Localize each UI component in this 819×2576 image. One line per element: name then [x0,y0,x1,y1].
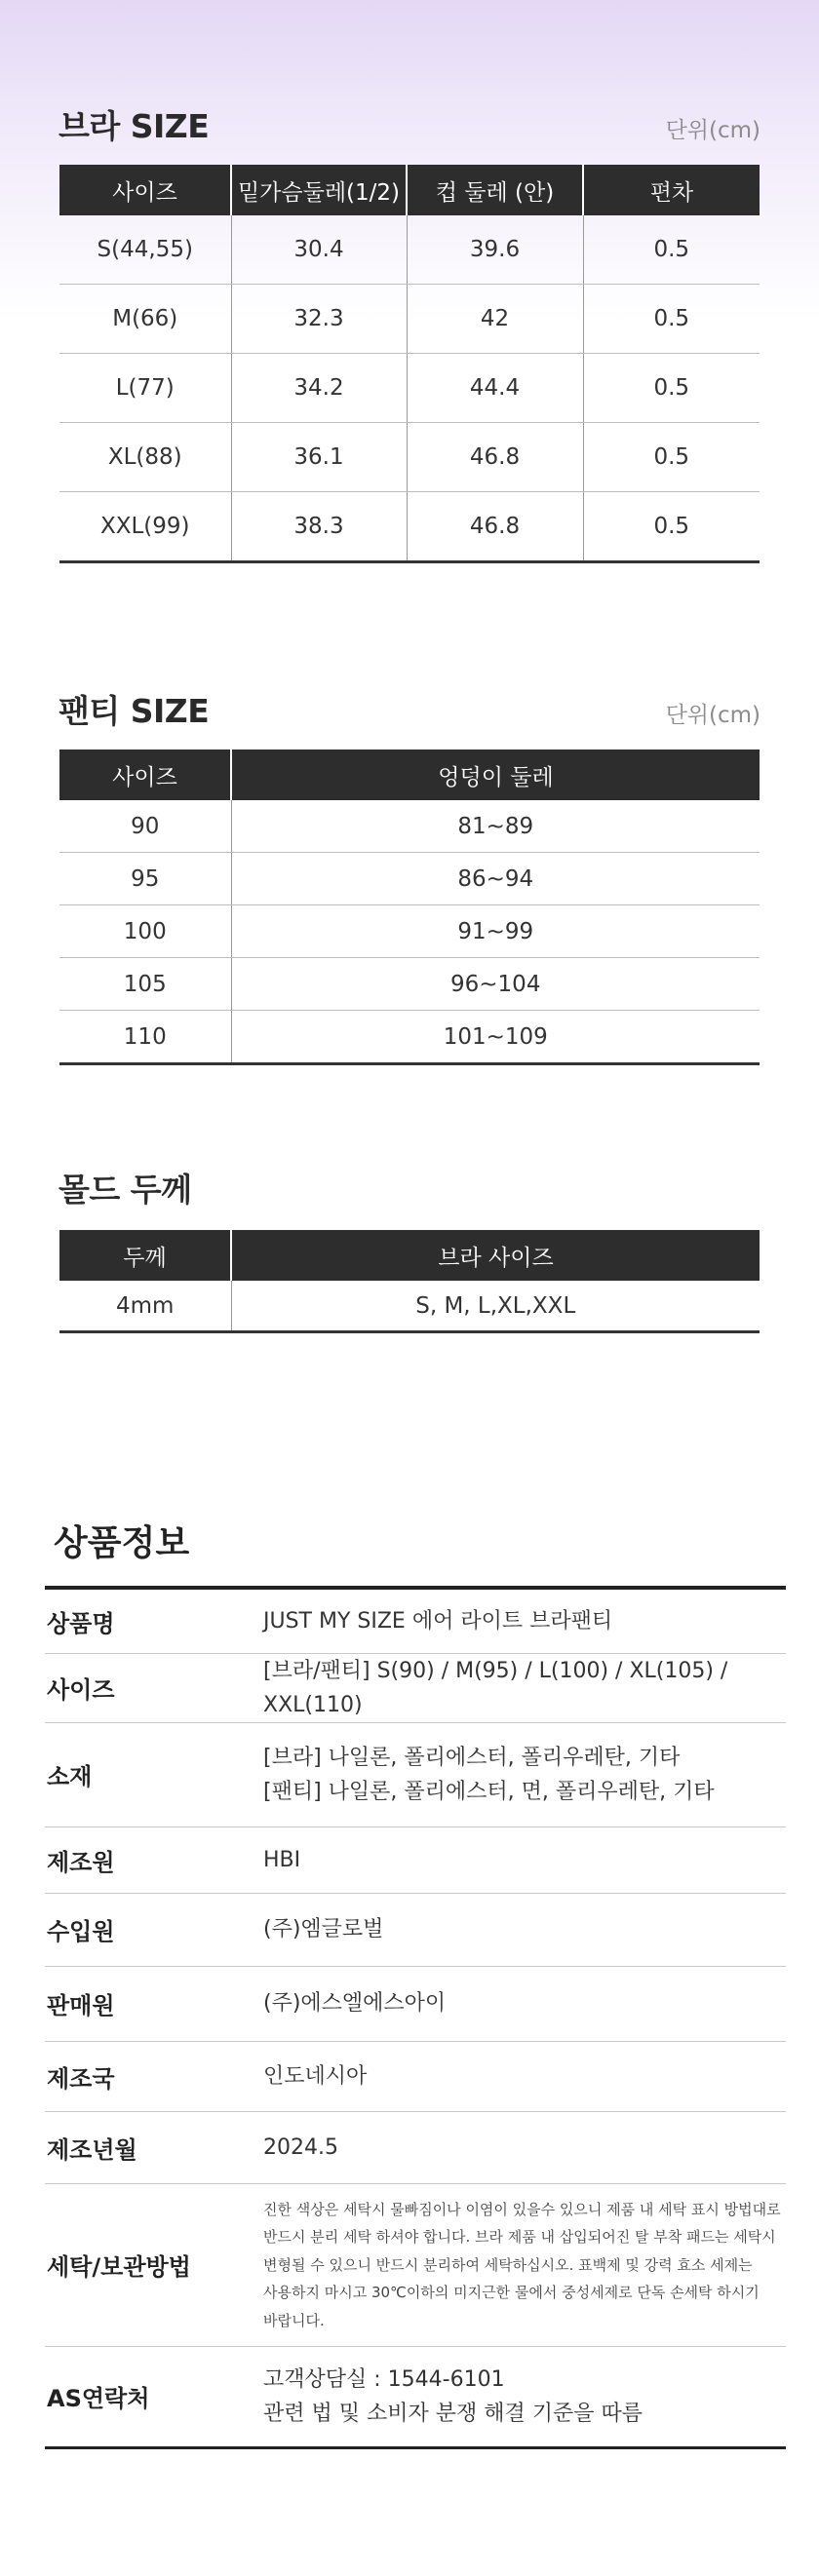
info-value-line: [팬티] 나일론, 폴리에스터, 면, 폴리우레탄, 기타 [263,1779,715,1804]
info-label: 제조년월 [45,2111,263,2183]
bra-cell-deviation: 0.5 [583,285,760,354]
info-value [263,2041,786,2111]
bra-cell-deviation: 0.5 [583,492,760,562]
bra-cell-size: S(44,55) [59,215,231,285]
info-value [263,1653,786,1722]
info-value-line: 사용하지 마시고 30℃이하의 미지근한 물에서 중성세제로 단독 손세탁 하시기 [263,2284,760,2302]
info-row-material [45,1722,786,1826]
mold-cell-thickness: 4mm [59,1281,231,1332]
bra-cell-cup: 39.6 [407,215,583,285]
info-value-line: 진한 색상은 세탁시 물빠짐이나 이염이 있을수 있으니 제품 내 세탁 표시 방법대로 [263,2200,781,2218]
bra-size-title: 브라 SIZE [58,107,210,145]
panty-cell-size: 110 [59,1011,231,1064]
info-value [263,1588,786,1653]
info-row-country [45,2041,786,2111]
info-value [263,2346,786,2447]
info-row-manufacturer [45,1826,786,1893]
panty-cell-size: 95 [59,853,231,905]
panty-header-hip: 엉덩이 둘레 [231,750,760,800]
bra-cell-underbust: 32.3 [231,285,407,354]
bra-cell-size: XXL(99) [59,492,231,562]
bra-cell-cup: 46.8 [407,423,583,492]
table-row [59,354,760,423]
mold-header-row [59,1230,760,1281]
bra-cell-underbust: 30.4 [231,215,407,285]
table-row [59,423,760,492]
bra-unit-label: 단위(cm) [665,118,760,143]
product-info-title: 상품정보 [54,1523,190,1563]
info-value [263,1722,786,1826]
bra-cell-underbust: 38.3 [231,492,407,562]
info-value-line: (주)에스엘에스아이 [263,1991,447,2017]
info-row-importer [45,1893,786,1966]
info-label: AS연락처 [45,2346,263,2447]
info-row-product-name [45,1588,786,1653]
mold-header-thickness: 두께 [59,1230,231,1281]
info-label: 제조원 [45,1826,263,1893]
info-row-size [45,1653,786,1722]
info-value-line: 2024.5 [263,2134,338,2160]
table-row [59,1281,760,1332]
panty-cell-size: 100 [59,905,231,958]
table-row [59,800,760,853]
table-row [59,853,760,905]
bra-header-size: 사이즈 [59,165,231,215]
info-row-manufacture-date [45,2111,786,2183]
info-value-line: 고객상담실 : 1544-6101 [263,2366,505,2392]
bra-cell-deviation: 0.5 [583,354,760,423]
info-label: 세탁/보관방법 [45,2183,263,2346]
info-value-line: HBI [263,1847,301,1872]
info-value-line: [브라/팬티] S(90) / M(95) / L(100) / XL(105) / XXL(110) [263,1658,728,1717]
table-row [59,958,760,1011]
bra-cell-size: M(66) [59,285,231,354]
bra-cell-size: L(77) [59,354,231,423]
panty-cell-hip: 91~99 [231,905,760,958]
table-row [59,285,760,354]
table-row [59,492,760,562]
info-value-line: 변형될 수 있으니 반드시 분리하여 세탁하십시오. 표백제 및 강력 효소 세제는 [263,2255,753,2274]
mold-thickness-table [59,1230,760,1333]
info-value-line: (주)엠글로벌 [263,1917,384,1942]
info-label: 수입원 [45,1893,263,1966]
info-label: 사이즈 [45,1653,263,1722]
bra-header-underbust: 밑가슴둘레(1/2) [231,165,407,215]
bra-header-deviation: 편차 [583,165,760,215]
info-value-line: JUST MY SIZE 에어 라이트 브라팬티 [263,1608,613,1634]
bra-cell-deviation: 0.5 [583,423,760,492]
info-value-line: 반드시 분리 세탁 하셔야 합니다. 브라 제품 내 삽입되어진 탈 부착 패드는 세탁시 [263,2228,776,2247]
panty-cell-hip: 101~109 [231,1011,760,1064]
info-value [263,2111,786,2183]
info-value [263,2183,786,2346]
info-row-care [45,2183,786,2346]
panty-cell-hip: 96~104 [231,958,760,1011]
info-label: 제조국 [45,2041,263,2111]
bra-cell-underbust: 34.2 [231,354,407,423]
info-value [263,1826,786,1893]
panty-unit-label: 단위(cm) [665,703,760,728]
panty-cell-size: 90 [59,800,231,853]
info-value [263,1893,786,1966]
panty-size-table [59,750,760,1065]
bra-cell-underbust: 36.1 [231,423,407,492]
bra-cell-cup: 44.4 [407,354,583,423]
panty-header-row [59,750,760,800]
bra-cell-cup: 46.8 [407,492,583,562]
info-value [263,1966,786,2041]
bra-header-cup: 컵 둘레 (안) [407,165,583,215]
info-label: 소재 [45,1722,263,1826]
table-row [59,905,760,958]
mold-header-bra-size: 브라 사이즈 [231,1230,760,1281]
info-row-seller [45,1966,786,2041]
panty-size-title: 팬티 SIZE [58,692,210,730]
product-info-table [45,1586,786,2449]
info-label: 판매원 [45,1966,263,2041]
info-value-line: 인도네시아 [263,2063,368,2089]
bra-size-table [59,165,760,563]
bra-header-row [59,165,760,215]
panty-cell-hip: 86~94 [231,853,760,905]
panty-cell-hip: 81~89 [231,800,760,853]
mold-thickness-title: 몰드 두께 [58,1171,192,1209]
info-value-line: 바랍니다. [263,2311,325,2329]
mold-cell-bra-size: S, M, L,XL,XXL [231,1281,760,1332]
table-row [59,1011,760,1064]
bra-cell-deviation: 0.5 [583,215,760,285]
panty-cell-size: 105 [59,958,231,1011]
panty-header-size: 사이즈 [59,750,231,800]
bra-cell-cup: 42 [407,285,583,354]
info-row-as-contact [45,2346,786,2447]
info-label: 상품명 [45,1588,263,1653]
table-row [59,215,760,285]
bra-cell-size: XL(88) [59,423,231,492]
info-value-line: 관련 법 및 소비자 분쟁 해결 기준을 따름 [263,2401,643,2426]
info-value-line: [브라] 나일론, 폴리에스터, 폴리우레탄, 기타 [263,1745,681,1770]
